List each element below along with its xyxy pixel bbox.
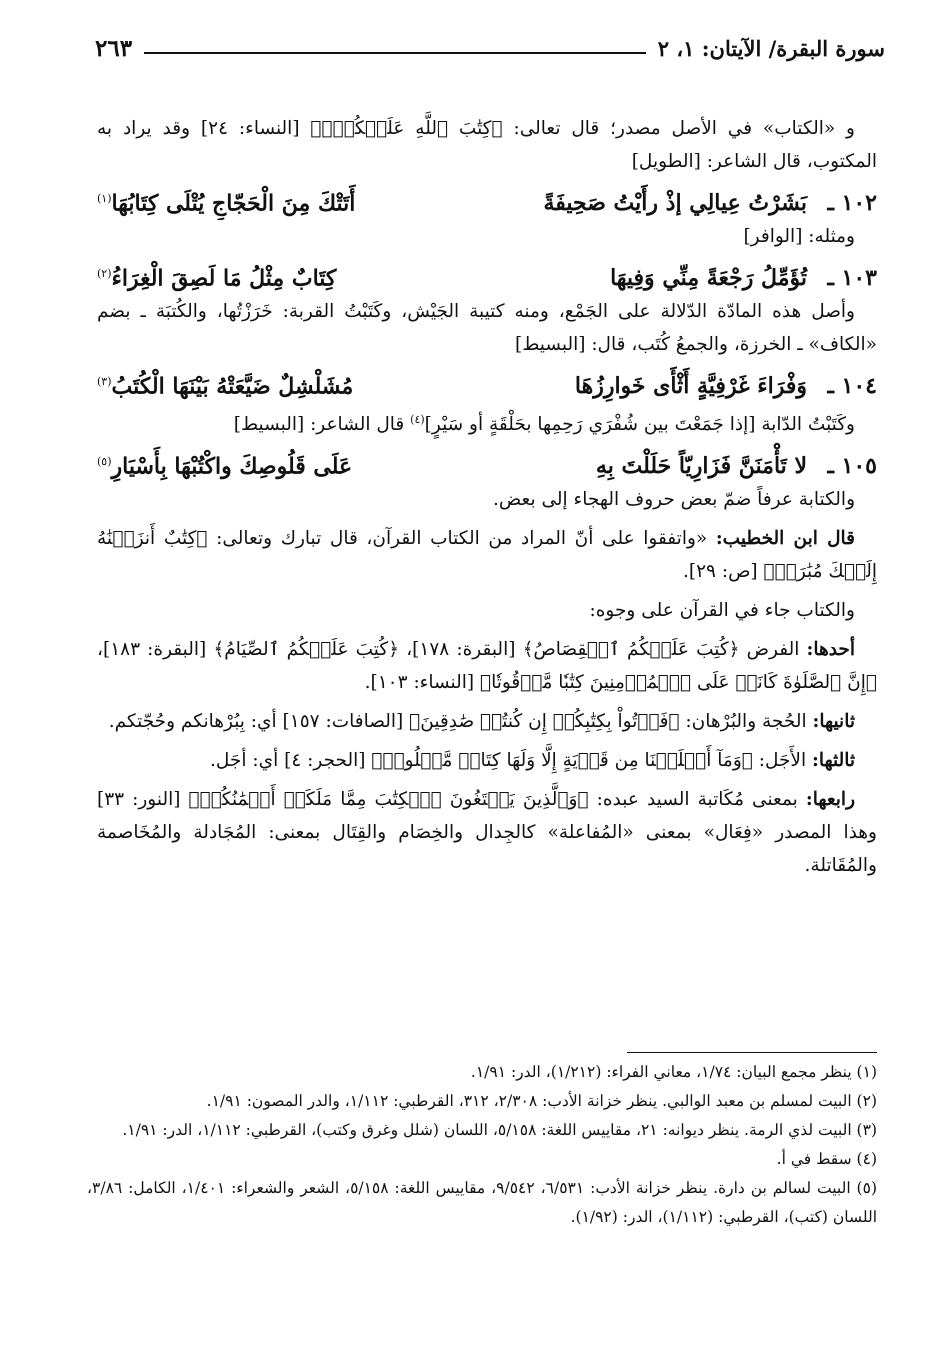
hemistich-text: عَلَى قَلُوصِكَ واكْتُبْهَا بِأَسْيَارِ xyxy=(111,453,353,480)
paragraph-3: وأصل هذه المادّة الدّلالة على الجَمْع، ومنه كتيبة الجَيْش، وكَتَبْتُ القربة: خَرَزْتُها، والكُتبَة ـ بضم «الكاف» ـ الخرزة، والجمعُ كُتَب، قال: [البسيط] xyxy=(97,301,877,355)
running-header xyxy=(95,28,885,68)
paragraph-8 xyxy=(97,633,877,699)
paragraph-4-text: وكَتَبْتُ الدّابة [إذا جَمَعْتَ بين شُفْرَي رَحِمِها بحَلْقَةٍ أو سَيْرٍ] xyxy=(424,414,855,436)
paragraph-4-tail: قال الشاعر: [البسيط] xyxy=(233,414,411,436)
paragraph-1: و «الكتاب» في الأصل مصدر؛ قال تعالى: ﴿كِتَٰبَ ٱللَّهِ عَلَيۡكُمۡۚ﴾ [النساء: ٢٤] وقد يراد به المكتوب، قال الشاعر: [الطويل] xyxy=(97,118,877,172)
paragraph-2: ومثله: [الوافر] xyxy=(743,226,855,247)
paragraph-7: والكتاب جاء في القرآن على وجوه: xyxy=(589,600,855,622)
footnote-ref[interactable]: (١) xyxy=(97,192,112,205)
paragraph-10 xyxy=(97,744,877,777)
footnote-ref[interactable]: (٤) xyxy=(410,413,425,426)
footnote-3: (٣) البيت لذي الرمة. ينظر ديوانه: ٢١، مقاييس اللغة: ٥/١٥٨، اللسان (شلل وغرق وكتب)، القرطبي: ١/١١٢، الدر: ١/٩١. xyxy=(122,1121,877,1139)
footnote-separator xyxy=(627,1052,877,1053)
footnote-5: (٥) البيت لسالم بن دارة. ينظر خزانة الأدب: ٦/٥٣١، ٩/٥٤٢، مقاييس اللغة: ٥/١٥٨، الشعر والشعراء: ١/٤٠١، الكامل: ٣/٨٦، اللسان (كتب)، القرطبي: (١/١١٢)، الدر: (١/٩٢). xyxy=(87,1179,877,1226)
footnotes xyxy=(87,1058,877,1232)
footnote-ref[interactable]: (٥) xyxy=(97,455,112,469)
paragraph-4 xyxy=(97,403,877,441)
verse-number: ١٠٤ ـ xyxy=(827,373,877,400)
footnote-ref[interactable]: (٢) xyxy=(97,267,112,280)
paragraph-lead: أحدها: xyxy=(806,639,856,661)
footnote-ref[interactable]: (٣) xyxy=(97,375,112,388)
verse-number: ١٠٥ ـ xyxy=(827,453,877,480)
verse-number: ١٠٣ ـ xyxy=(827,265,877,292)
footnote-1: (١) ينظر مجمع البيان: ١/٧٤، معاني الفراء: (١/٢١٢)، الدر: ١/٩١. xyxy=(470,1063,877,1081)
paragraph-9-text: الحُجة والبُرْهان: ﴿فَأۡتُواْ بِكِتَٰبِكُمۡ إِن كُنتُمۡ صَٰدِقِينَ﴾ [الصافات: ١٥٧] أي: بِبُرْهانكم وحُجّتكم. xyxy=(108,711,813,733)
surah-title: سورة البقرة/ الآيتان: ١، ٢ xyxy=(657,35,885,61)
paragraph-6 xyxy=(97,522,877,588)
paragraph-10-text: الأَجَل: ﴿وَمَآ أَهۡلَكۡنَا مِن قَرۡيَةٍ إِلَّا وَلَهَا كِتَابٞ مَّعۡلُومٞ﴾ [الحجر: ٤] أي: أجَل. xyxy=(210,750,812,772)
paragraph-6-text: «واتفقوا على أنّ المراد من الكتاب القرآن، قال تبارك وتعالى: ﴿كِتَٰبٌ أَنزَلۡنَٰهُ إِلَيۡكَ مُبَٰرَكٞ﴾ [ص: ٢٩]. xyxy=(97,528,877,583)
header-rule xyxy=(144,52,646,54)
verse-first-hemistich: لا تَأْمَنَنَّ فَزَارِيّاً حَلَلْتَ بِهِ xyxy=(595,453,807,480)
verse-105 xyxy=(97,441,877,483)
hemistich-text: كِتَابٌ مِثْلُ مَا لَصِقَ الْغِرَاءُ xyxy=(111,265,337,292)
verse-103 xyxy=(97,253,877,295)
paragraph-lead: ثالثها: xyxy=(812,750,855,772)
paragraph-5: والكتابة عرفاً ضمّ بعض حروف الهجاء إلى بعض. xyxy=(492,489,855,511)
verse-first-hemistich: وَفْرَاءَ غَرْفِيَّةٍ أَثْأَى خَوارِزُهَا xyxy=(574,373,807,400)
verse-second-hemistich xyxy=(97,441,443,483)
paragraph-lead: قال ابن الخطيب: xyxy=(715,528,855,550)
paragraph-11-text: بمعنى مُكَاتبة السيد عبده: ﴿وَٱلَّذِينَ يَبۡتَغُونَ ٱلۡكِتَٰبَ مِمَّا مَلَكَتۡ أَيۡمَٰنُكُمۡ﴾ [النور: ٣٣] وهذا المصدر «فِعَال» بمعنى «المُفاعلة» كالجِدال والخِصَام والقِتَال بمعنى: المُجَادلة والمُخَاصمة والمُقَاتلة. xyxy=(97,789,877,877)
paragraph-11 xyxy=(97,783,877,882)
paragraph-lead: رابعها: xyxy=(805,789,855,811)
hemistich-text: مُشَلْشِلٌ ضَيَّعَتْهُ بَيْنَهَا الْكُتَبُ xyxy=(111,373,354,400)
page-number: ٢٦٣ xyxy=(95,34,133,62)
paragraph-9 xyxy=(97,705,877,738)
verse-104 xyxy=(97,361,877,403)
main-text xyxy=(97,112,877,882)
verse-first-hemistich: تُؤَمِّلُ رَجْعَةً مِنِّي وَفِيهَا xyxy=(610,265,807,292)
paragraph-8-text: الفرض ﴿كُتِبَ عَلَيۡكُمُ ٱلۡقِصَاصُ﴾ [البقرة: ١٧٨]، ﴿كُتِبَ عَلَيۡكُمُ ٱلصِّيَامُ﴾ [البقرة: ١٨٣]، ﴿إِنَّ ٱلصَّلَوٰةَ كَانَتۡ عَلَى ٱلۡمُؤۡمِنِينَ كِتَٰبٗا مَّوۡقُوتٗا﴾ [النساء: ١٠٣]. xyxy=(97,639,877,694)
verse-102 xyxy=(97,178,877,220)
verse-second-hemistich xyxy=(97,178,443,220)
verse-first-hemistich: بَشَرْتُ عِيالِي إذْ رأَيْتُ صَحِيفَةً xyxy=(543,190,807,217)
footnote-2: (٢) البيت لمسلم بن معبد الوالبي. ينظر خزانة الأدب: ٢/٣٠٨، ٣١٢، القرطبي: ١/١١٢، والدر المصون: ١/٩١. xyxy=(206,1092,877,1110)
verse-number: ١٠٢ ـ xyxy=(827,190,877,217)
footnote-4: (٤) سقط في أ. xyxy=(776,1150,877,1168)
verse-second-hemistich xyxy=(97,253,443,295)
hemistich-text: أَتَتْكَ مِنَ الْحَجّاجِ يُتْلَى كِتَابُهَا xyxy=(111,190,356,217)
verse-second-hemistich xyxy=(97,361,443,403)
paragraph-lead: ثانيها: xyxy=(812,711,855,733)
